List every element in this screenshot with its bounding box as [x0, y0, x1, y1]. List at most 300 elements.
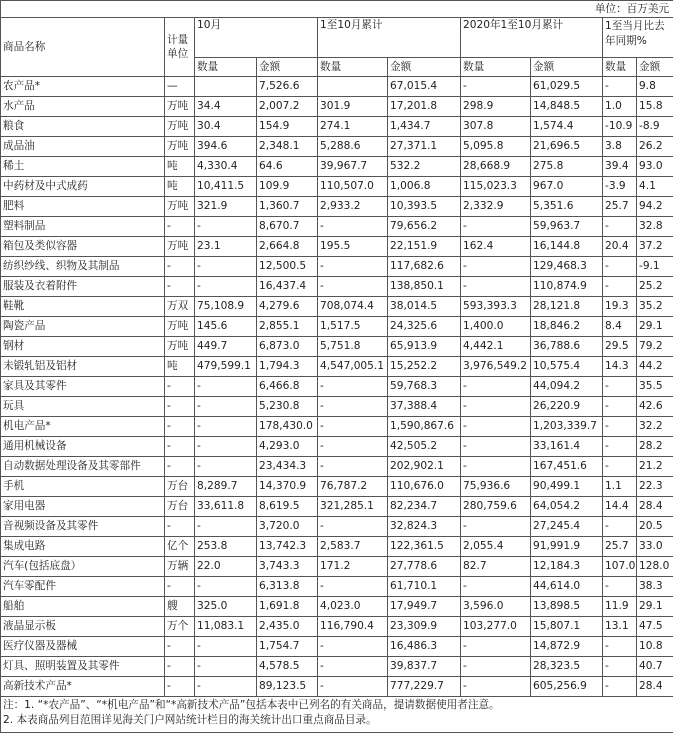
commodity-name: 液晶显示板 [1, 617, 165, 637]
yoy-amount: 35.2 [637, 297, 673, 317]
unit: - [165, 217, 195, 237]
prev-quantity: 3,976,549.2 [461, 357, 531, 377]
cum-quantity: - [318, 397, 388, 417]
unit: 万吨 [165, 237, 195, 257]
table-row [1, 197, 673, 217]
prev-quantity: 115,023.3 [461, 177, 531, 197]
cum-quantity: - [318, 677, 388, 697]
table-row [1, 237, 673, 257]
oct-quantity: - [195, 437, 257, 457]
oct-amount: 6,466.8 [257, 377, 318, 397]
yoy-quantity: 14.4 [603, 497, 637, 517]
cum-amount: 42,505.2 [388, 437, 461, 457]
prev-amount: 44,614.0 [531, 577, 603, 597]
header-name: 商品名称 [1, 18, 165, 77]
cum-quantity: - [318, 517, 388, 537]
prev-amount: 28,121.8 [531, 297, 603, 317]
commodity-name: 玩具 [1, 397, 165, 417]
yoy-quantity: 19.3 [603, 297, 637, 317]
commodity-name: 箱包及类似容器 [1, 237, 165, 257]
header-row-1 [1, 18, 673, 58]
prev-quantity: 162.4 [461, 237, 531, 257]
cum-quantity: 76,787.2 [318, 477, 388, 497]
notes-cell [1, 697, 673, 733]
unit: - [165, 657, 195, 677]
cum-amount: 82,234.7 [388, 497, 461, 517]
unit: 万台 [165, 497, 195, 517]
table-row [1, 277, 673, 297]
prev-amount: 36,788.6 [531, 337, 603, 357]
table-row [1, 297, 673, 317]
header-jan-oct: 1至10月累计 [318, 18, 461, 58]
prev-amount: 967.0 [531, 177, 603, 197]
yoy-amount: 29.1 [637, 317, 673, 337]
yoy-quantity: 8.4 [603, 317, 637, 337]
oct-amount: 1,360.7 [257, 197, 318, 217]
yoy-quantity: - [603, 637, 637, 657]
unit: 万吨 [165, 137, 195, 157]
oct-quantity: - [195, 517, 257, 537]
yoy-quantity: - [603, 377, 637, 397]
table-row [1, 397, 673, 417]
unit: 万吨 [165, 317, 195, 337]
cum-amount: 202,902.1 [388, 457, 461, 477]
commodity-name: 纺织纱线、织物及其制品 [1, 257, 165, 277]
unit: 万双 [165, 297, 195, 317]
prev-quantity: - [461, 377, 531, 397]
cum-amount: 15,252.2 [388, 357, 461, 377]
cum-amount: 67,015.4 [388, 77, 461, 97]
yoy-quantity: - [603, 657, 637, 677]
yoy-quantity: 25.7 [603, 537, 637, 557]
cum-quantity: 301.9 [318, 97, 388, 117]
yoy-amount: 22.3 [637, 477, 673, 497]
cum-quantity: - [318, 417, 388, 437]
yoy-quantity: - [603, 577, 637, 597]
cum-amount: 22,151.9 [388, 237, 461, 257]
header-yoy: 1至当月比去年同期% [603, 18, 673, 58]
cum-amount: 532.2 [388, 157, 461, 177]
yoy-amount: 15.8 [637, 97, 673, 117]
commodity-name: 家用电器 [1, 497, 165, 517]
commodity-name: 农产品* [1, 77, 165, 97]
commodity-name: 稀土 [1, 157, 165, 177]
commodity-name: 服装及衣着附件 [1, 277, 165, 297]
prev-amount: 1,574.4 [531, 117, 603, 137]
prev-amount: 59,963.7 [531, 217, 603, 237]
prev-quantity: - [461, 437, 531, 457]
prev-quantity: 3,596.0 [461, 597, 531, 617]
prev-quantity: 307.8 [461, 117, 531, 137]
oct-amount: 12,500.5 [257, 257, 318, 277]
oct-quantity: - [195, 277, 257, 297]
oct-amount: 1,691.8 [257, 597, 318, 617]
prev-amount: 28,323.5 [531, 657, 603, 677]
cum-quantity: 274.1 [318, 117, 388, 137]
commodity-name: 陶瓷产品 [1, 317, 165, 337]
table-row [1, 537, 673, 557]
oct-amount: 2,855.1 [257, 317, 318, 337]
oct-quantity: 8,289.7 [195, 477, 257, 497]
prev-amount: 605,256.9 [531, 677, 603, 697]
prev-amount: 14,872.9 [531, 637, 603, 657]
yoy-amount: 79.2 [637, 337, 673, 357]
prev-quantity: 298.9 [461, 97, 531, 117]
table-row [1, 477, 673, 497]
cum-quantity: - [318, 437, 388, 457]
yoy-quantity: - [603, 397, 637, 417]
yoy-amount: 10.8 [637, 637, 673, 657]
unit: — [165, 77, 195, 97]
prev-amount: 18,846.2 [531, 317, 603, 337]
yoy-amount: 20.5 [637, 517, 673, 537]
cum-quantity: 2,933.2 [318, 197, 388, 217]
oct-amount: 2,435.0 [257, 617, 318, 637]
commodity-name: 钢材 [1, 337, 165, 357]
oct-quantity: - [195, 257, 257, 277]
header-qty: 数量 [461, 58, 531, 77]
prev-quantity: - [461, 77, 531, 97]
oct-quantity: 394.6 [195, 137, 257, 157]
oct-quantity: 23.1 [195, 237, 257, 257]
cum-amount: 16,486.3 [388, 637, 461, 657]
yoy-amount: 28.4 [637, 677, 673, 697]
commodity-name: 肥料 [1, 197, 165, 217]
cum-amount: 1,006.8 [388, 177, 461, 197]
prev-quantity: - [461, 677, 531, 697]
yoy-amount: 37.2 [637, 237, 673, 257]
cum-amount: 24,325.6 [388, 317, 461, 337]
unit: 万辆 [165, 557, 195, 577]
cum-quantity: - [318, 577, 388, 597]
oct-quantity: 321.9 [195, 197, 257, 217]
table-row [1, 337, 673, 357]
prev-quantity: 2,055.4 [461, 537, 531, 557]
prev-quantity: 593,393.3 [461, 297, 531, 317]
cum-amount: 23,309.9 [388, 617, 461, 637]
table-row [1, 517, 673, 537]
commodity-name: 手机 [1, 477, 165, 497]
cum-quantity: 110,507.0 [318, 177, 388, 197]
cum-amount: 1,590,867.6 [388, 417, 461, 437]
oct-amount: 4,279.6 [257, 297, 318, 317]
commodity-name: 机电产品* [1, 417, 165, 437]
yoy-quantity: 29.5 [603, 337, 637, 357]
commodity-name: 船舶 [1, 597, 165, 617]
table-row [1, 637, 673, 657]
commodity-name: 未锻轧铝及铝材 [1, 357, 165, 377]
yoy-amount: 44.2 [637, 357, 673, 377]
table-row [1, 557, 673, 577]
cum-quantity: - [318, 217, 388, 237]
prev-amount: 167,451.6 [531, 457, 603, 477]
table-row [1, 437, 673, 457]
cum-quantity: 5,751.8 [318, 337, 388, 357]
unit: - [165, 517, 195, 537]
table-row [1, 577, 673, 597]
oct-amount: 109.9 [257, 177, 318, 197]
cum-amount: 27,371.1 [388, 137, 461, 157]
yoy-quantity: 1.1 [603, 477, 637, 497]
prev-amount: 1,203,339.7 [531, 417, 603, 437]
cum-quantity: 195.5 [318, 237, 388, 257]
oct-quantity: - [195, 637, 257, 657]
table-row [1, 677, 673, 697]
prev-amount: 12,184.3 [531, 557, 603, 577]
prev-amount: 91,991.9 [531, 537, 603, 557]
oct-amount: 4,578.5 [257, 657, 318, 677]
oct-quantity: 34.4 [195, 97, 257, 117]
oct-amount: 3,743.3 [257, 557, 318, 577]
commodity-name: 塑料制品 [1, 217, 165, 237]
yoy-amount: 128.0 [637, 557, 673, 577]
commodity-name: 灯具、照明装置及其零件 [1, 657, 165, 677]
unit: 万台 [165, 477, 195, 497]
prev-quantity: - [461, 257, 531, 277]
table-row [1, 77, 673, 97]
unit: 万吨 [165, 337, 195, 357]
unit: 吨 [165, 157, 195, 177]
unit: - [165, 677, 195, 697]
commodity-name: 汽车(包括底盘） [1, 557, 165, 577]
oct-quantity: 325.0 [195, 597, 257, 617]
prev-quantity: - [461, 217, 531, 237]
cum-quantity: - [318, 257, 388, 277]
yoy-quantity: - [603, 437, 637, 457]
table-row [1, 137, 673, 157]
cum-amount: 38,014.5 [388, 297, 461, 317]
prev-amount: 64,054.2 [531, 497, 603, 517]
unit-row [1, 1, 673, 18]
oct-amount: 89,123.5 [257, 677, 318, 697]
commodity-name: 中药材及中式成药 [1, 177, 165, 197]
note-1: 注：1. “*农产品”、“*机电产品”和“*高新技术产品”包括本表中已列名的有关商品，提请数据使用者注意。 [3, 699, 500, 711]
prev-amount: 21,696.5 [531, 137, 603, 157]
prev-quantity: - [461, 397, 531, 417]
yoy-quantity: - [603, 457, 637, 477]
yoy-amount: 26.2 [637, 137, 673, 157]
yoy-quantity: - [603, 257, 637, 277]
unit: - [165, 397, 195, 417]
oct-amount: 23,434.3 [257, 457, 318, 477]
unit: 万吨 [165, 197, 195, 217]
prev-quantity: - [461, 277, 531, 297]
oct-amount: 1,754.7 [257, 637, 318, 657]
commodity-name: 高新技术产品* [1, 677, 165, 697]
oct-amount: 7,526.6 [257, 77, 318, 97]
cum-amount: 65,913.9 [388, 337, 461, 357]
cum-amount: 117,682.6 [388, 257, 461, 277]
table-row [1, 257, 673, 277]
oct-quantity: - [195, 457, 257, 477]
commodity-name: 集成电路 [1, 537, 165, 557]
yoy-amount: 32.2 [637, 417, 673, 437]
commodity-name: 粮食 [1, 117, 165, 137]
prev-quantity: 28,668.9 [461, 157, 531, 177]
oct-quantity: 30.4 [195, 117, 257, 137]
yoy-amount: -9.1 [637, 257, 673, 277]
prev-quantity: - [461, 637, 531, 657]
yoy-quantity: -10.9 [603, 117, 637, 137]
table-row [1, 117, 673, 137]
oct-amount: 6,873.0 [257, 337, 318, 357]
yoy-quantity: - [603, 517, 637, 537]
commodity-name: 汽车零配件 [1, 577, 165, 597]
cum-quantity: 321,285.1 [318, 497, 388, 517]
header-qty: 数量 [603, 58, 637, 77]
cum-amount: 37,388.4 [388, 397, 461, 417]
yoy-amount: 35.5 [637, 377, 673, 397]
oct-quantity: - [195, 677, 257, 697]
prev-amount: 16,144.8 [531, 237, 603, 257]
header-amt: 金额 [637, 58, 673, 77]
table-row [1, 317, 673, 337]
yoy-amount: 94.2 [637, 197, 673, 217]
table-row [1, 217, 673, 237]
cum-amount: 32,824.3 [388, 517, 461, 537]
unit: 万吨 [165, 97, 195, 117]
cum-quantity: 39,967.7 [318, 157, 388, 177]
cum-quantity: 2,583.7 [318, 537, 388, 557]
oct-quantity: - [195, 397, 257, 417]
oct-amount: 8,619.5 [257, 497, 318, 517]
commodity-name: 音视频设备及其零件 [1, 517, 165, 537]
prev-amount: 5,351.6 [531, 197, 603, 217]
prev-amount: 15,807.1 [531, 617, 603, 637]
prev-amount: 13,898.5 [531, 597, 603, 617]
table-row [1, 497, 673, 517]
yoy-quantity: 20.4 [603, 237, 637, 257]
prev-amount: 61,029.5 [531, 77, 603, 97]
oct-amount: 2,348.1 [257, 137, 318, 157]
unit: - [165, 457, 195, 477]
oct-amount: 2,007.2 [257, 97, 318, 117]
unit: 亿个 [165, 537, 195, 557]
cum-amount: 110,676.0 [388, 477, 461, 497]
prev-amount: 44,094.2 [531, 377, 603, 397]
yoy-amount: 32.8 [637, 217, 673, 237]
cum-amount: 1,434.7 [388, 117, 461, 137]
oct-quantity: 253.8 [195, 537, 257, 557]
commodity-name: 家具及其零件 [1, 377, 165, 397]
yoy-amount: 33.0 [637, 537, 673, 557]
yoy-quantity: - [603, 277, 637, 297]
commodity-name: 医疗仪器及器械 [1, 637, 165, 657]
prev-amount: 110,874.9 [531, 277, 603, 297]
oct-quantity: - [195, 577, 257, 597]
cum-amount: 10,393.5 [388, 197, 461, 217]
cum-quantity: 5,288.6 [318, 137, 388, 157]
note-2: 2. 本表商品列目范围详见海关门户网站统计栏目的海关统计出口重点商品目录。 [3, 714, 377, 726]
header-amt: 金额 [257, 58, 318, 77]
oct-amount: 5,230.8 [257, 397, 318, 417]
cum-amount: 39,837.7 [388, 657, 461, 677]
oct-amount: 154.9 [257, 117, 318, 137]
yoy-quantity: 107.0 [603, 557, 637, 577]
oct-quantity: 75,108.9 [195, 297, 257, 317]
yoy-amount: 47.5 [637, 617, 673, 637]
yoy-amount: 42.6 [637, 397, 673, 417]
unit: - [165, 437, 195, 457]
cum-amount: 61,710.1 [388, 577, 461, 597]
unit: - [165, 277, 195, 297]
cum-quantity: - [318, 377, 388, 397]
cum-quantity: 708,074.4 [318, 297, 388, 317]
cum-quantity: 171.2 [318, 557, 388, 577]
notes-row [1, 697, 673, 733]
prev-quantity: - [461, 577, 531, 597]
oct-amount: 1,794.3 [257, 357, 318, 377]
commodity-name: 通用机械设备 [1, 437, 165, 457]
yoy-amount: 4.1 [637, 177, 673, 197]
yoy-quantity: 25.7 [603, 197, 637, 217]
cum-amount: 17,201.8 [388, 97, 461, 117]
unit: - [165, 637, 195, 657]
prev-amount: 14,848.5 [531, 97, 603, 117]
table-row [1, 157, 673, 177]
yoy-quantity: 39.4 [603, 157, 637, 177]
prev-quantity: 1,400.0 [461, 317, 531, 337]
oct-quantity: 4,330.4 [195, 157, 257, 177]
oct-quantity: - [195, 657, 257, 677]
prev-amount: 10,575.4 [531, 357, 603, 377]
table-row [1, 377, 673, 397]
prev-quantity: 280,759.6 [461, 497, 531, 517]
yoy-amount: 21.2 [637, 457, 673, 477]
yoy-quantity: -3.9 [603, 177, 637, 197]
oct-quantity: 449.7 [195, 337, 257, 357]
header-amt: 金额 [531, 58, 603, 77]
oct-quantity: 479,599.1 [195, 357, 257, 377]
oct-amount: 6,313.8 [257, 577, 318, 597]
table-row [1, 97, 673, 117]
table-row [1, 617, 673, 637]
yoy-amount: 29.1 [637, 597, 673, 617]
unit: 万吨 [165, 117, 195, 137]
yoy-amount: 38.3 [637, 577, 673, 597]
oct-amount: 8,670.7 [257, 217, 318, 237]
yoy-quantity: 13.1 [603, 617, 637, 637]
oct-quantity: 11,083.1 [195, 617, 257, 637]
cum-quantity [318, 77, 388, 97]
prev-quantity: 4,442.1 [461, 337, 531, 357]
cum-amount: 17,949.7 [388, 597, 461, 617]
table-row [1, 457, 673, 477]
yoy-quantity: - [603, 77, 637, 97]
cum-quantity: 116,790.4 [318, 617, 388, 637]
oct-quantity: 10,411.5 [195, 177, 257, 197]
prev-amount: 26,220.9 [531, 397, 603, 417]
prev-quantity: 2,332.9 [461, 197, 531, 217]
commodity-name: 自动数据处理设备及其零部件 [1, 457, 165, 477]
table-row [1, 177, 673, 197]
yoy-quantity: - [603, 417, 637, 437]
cum-amount: 777,229.7 [388, 677, 461, 697]
oct-amount: 178,430.0 [257, 417, 318, 437]
cum-amount: 138,850.1 [388, 277, 461, 297]
prev-quantity: - [461, 657, 531, 677]
unit-label: 单位：百万美元 [1, 1, 673, 18]
prev-amount: 33,161.4 [531, 437, 603, 457]
prev-quantity: 103,277.0 [461, 617, 531, 637]
yoy-amount: -8.9 [637, 117, 673, 137]
cum-quantity: 4,023.0 [318, 597, 388, 617]
cum-quantity: - [318, 657, 388, 677]
oct-amount: 64.6 [257, 157, 318, 177]
yoy-quantity: - [603, 217, 637, 237]
cum-quantity: - [318, 277, 388, 297]
cum-amount: 27,778.6 [388, 557, 461, 577]
